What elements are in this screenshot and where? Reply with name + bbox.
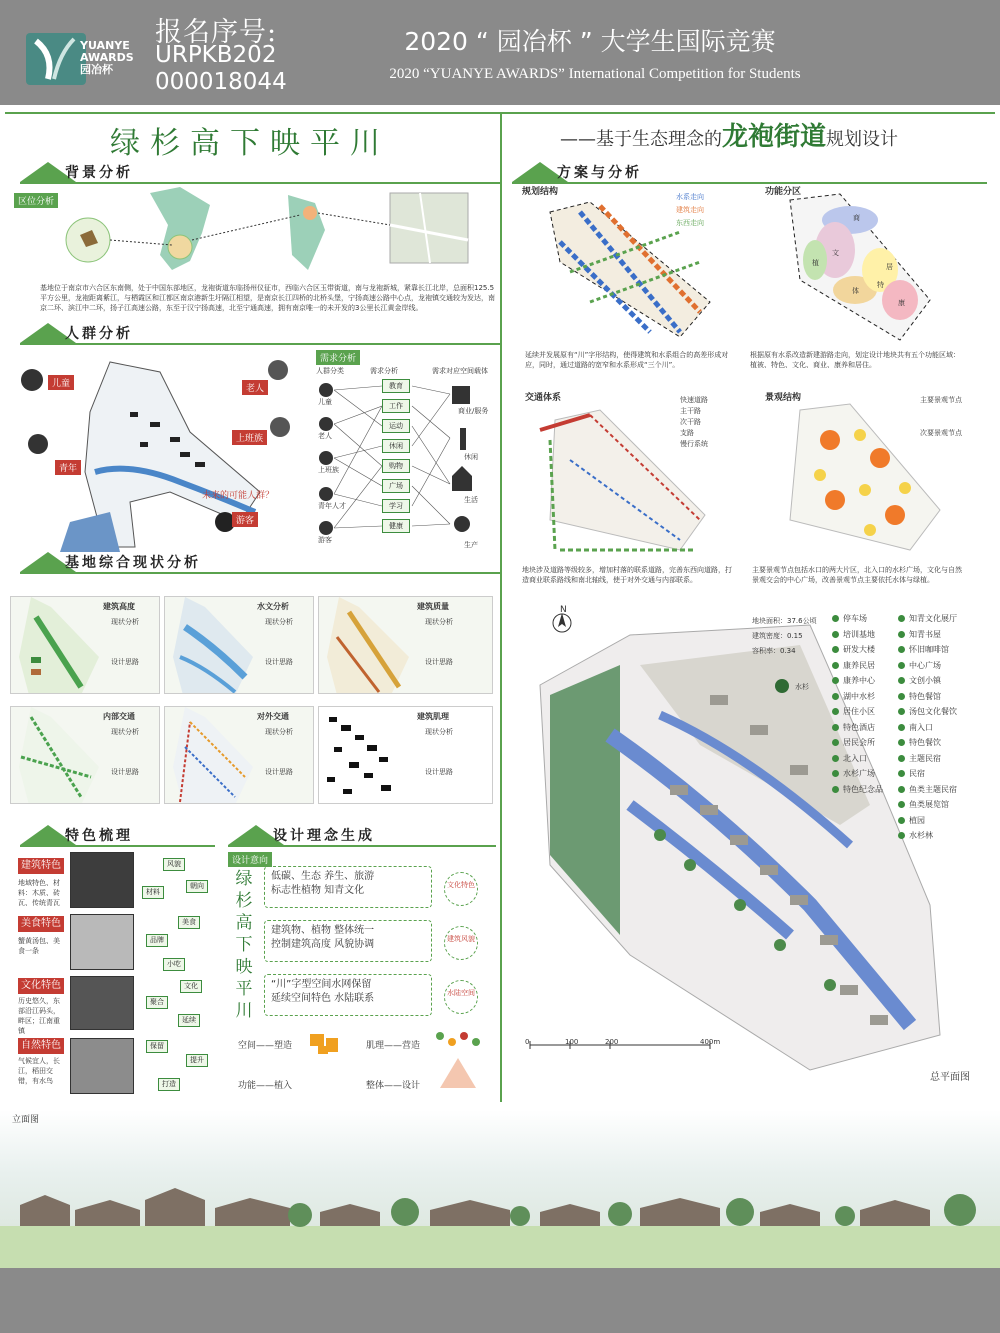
space-shape-icon <box>300 1028 360 1058</box>
legend-item <box>898 660 941 671</box>
feature-photo-culture <box>70 976 134 1030</box>
legend-item <box>898 753 941 764</box>
masterplan-caption: 总平面图 <box>930 1072 970 1083</box>
landscape-legend-1: 次要景观节点 <box>920 429 962 437</box>
space-3: 生产 <box>464 541 478 549</box>
building-density: 建筑密度：0.15 <box>752 632 803 640</box>
legend-item <box>898 784 957 795</box>
label-worker: 上班族 <box>232 430 267 445</box>
legend-label: 居民会所 <box>843 738 875 747</box>
subtitle-prefix: ——基于 <box>560 129 632 150</box>
space-0: 商业/服务 <box>458 407 489 415</box>
need-0: 教育 <box>382 379 410 393</box>
landscape-legend-0: 主要景观节点 <box>920 396 962 404</box>
subtitle-suffix: 规划设计 <box>826 129 899 150</box>
site-panel-texture <box>318 706 493 804</box>
legend-dot-icon <box>898 755 905 762</box>
logo-line2: AWARDS <box>80 51 134 64</box>
people-2: 上班族 <box>318 466 339 474</box>
legend-dot-icon <box>832 615 839 622</box>
feature-tag-architecture: 建筑特色 <box>18 858 64 874</box>
section-divider <box>512 182 987 184</box>
feature-tag-culture: 文化特色 <box>18 978 64 994</box>
feature-chip: 提升 <box>186 1054 208 1067</box>
youth-icon <box>28 434 48 454</box>
label-tourist: 游客 <box>232 512 258 527</box>
legend-label: 水杉林 <box>909 831 933 840</box>
space-2: 生活 <box>464 496 478 504</box>
poster-main-title: 绿杉高下映平川 <box>110 126 390 161</box>
legend-dot-icon <box>832 724 839 731</box>
concept-box-eco <box>264 866 432 908</box>
col-space: 需求对应空间载体 <box>432 367 488 375</box>
legend-item <box>898 799 949 810</box>
logo-line1: YUANYE <box>80 39 130 52</box>
section-concept-title: 设计理念生成 <box>273 828 375 844</box>
site-panel-external-traffic <box>164 706 314 804</box>
zone-label: 居 <box>886 263 893 271</box>
zone-label: 体 <box>852 287 859 295</box>
feature-chip: 风貌 <box>163 858 185 871</box>
section-divider <box>20 343 500 345</box>
legend-label: 特色餐饮 <box>909 738 941 747</box>
traffic-title: 交通体系 <box>525 393 562 403</box>
legend-label: 民宿 <box>909 769 925 778</box>
demand-tag: 需求分析 <box>316 350 360 365</box>
section-background-title: 背景分析 <box>65 165 133 181</box>
legend-dot-icon <box>832 646 839 653</box>
people-3: 青年人才 <box>318 502 346 510</box>
legend-label: 怀旧咖啡馆 <box>909 645 949 654</box>
feature-chip: 小吃 <box>163 958 185 971</box>
legend-dot-icon <box>832 677 839 684</box>
legend-dot-icon <box>832 708 839 715</box>
site-panel-a: 现状分析 <box>425 618 453 626</box>
legend-label: 植园 <box>909 815 925 825</box>
section-divider <box>228 845 496 847</box>
legend-item <box>898 768 925 779</box>
concept-char: 绿 <box>235 869 253 889</box>
legend-dot-icon <box>898 817 905 824</box>
future-crowd-callout: 未来的可能人群？ <box>202 491 275 501</box>
legend-label: 停车场 <box>843 614 867 623</box>
legend-label: 文创小镇 <box>909 676 941 685</box>
section-divider <box>20 572 500 574</box>
label-youth: 青年 <box>55 460 81 475</box>
location-description: 基地位于南京市六合区东南侧，处于中国东部地区，龙袍街道东临扬州仪征市，西临六合区玉带街道，南与龙袍新城，紧靠长江北岸，总面积125.5平方公里，龙袍距离紫江，与栖霞区和江都区南京港新生圩隔江相望，是南京长江四桥的北桥头堡，宁扬高速公路中心点，龙袍镇交通较为发达，南京二环、滨江中二环，扬子江高速公路，东至于汉宁扬高速，北至宁通高速，拥有南京唯一的未开发的3公里长江黄金岸线。 <box>40 284 495 312</box>
traffic-legend-4: 慢行系统 <box>680 440 708 448</box>
section-concept <box>228 825 498 853</box>
structure-text: 延续并发展原有“川”字形结构，使得建筑和水系组合的高差形成对应，同时，通过道路的宽窄和水系形成“三个川”。 <box>525 351 729 369</box>
site-panel-a: 现状分析 <box>111 728 139 736</box>
legend-label: 特色酒店 <box>843 722 875 732</box>
elevation-drawing <box>0 1160 1000 1268</box>
concept-box-line: 标志性植物 知青文化 <box>271 885 365 896</box>
legend-item <box>898 675 941 686</box>
registration-number <box>155 42 287 96</box>
concept-char: 平 <box>235 979 253 999</box>
feature-photo-nature <box>70 1038 134 1094</box>
site-panel-title: 对外交通 <box>257 712 289 721</box>
legend-label: 汤包文化餐饮 <box>909 707 957 716</box>
legend-item <box>832 737 875 748</box>
section-scheme <box>512 162 992 190</box>
need-7: 健康 <box>382 519 410 533</box>
competition-title-en: 2020 “YUANYE AWARDS” International Competition for Students <box>389 66 801 82</box>
scale-2: 200 <box>605 1038 619 1046</box>
landscape-title: 景观结构 <box>765 393 802 403</box>
registration-number-line1: URPKB202 <box>155 42 277 68</box>
structure-title: 规划结构 <box>522 187 559 197</box>
site-panel-b: 设计思路 <box>425 658 453 666</box>
floor-area-ratio: 容积率：0.34 <box>752 647 796 655</box>
zone-label: 植 <box>812 259 819 267</box>
legend-label: 水杉广场 <box>843 769 875 778</box>
traffic-legend-0: 快速道路 <box>680 396 708 404</box>
site-panel-b: 设计思路 <box>265 768 293 776</box>
legend-label: 康养中心 <box>843 676 875 685</box>
logo-line3: 园冶杯 <box>80 63 113 76</box>
need-6: 学习 <box>382 499 410 513</box>
section-divider <box>20 182 500 184</box>
zone-label: 特 <box>877 281 884 289</box>
site-area: 地块面积：37.6公顷 <box>752 617 817 625</box>
legend-dot-icon <box>898 693 905 700</box>
zones-map <box>780 190 940 350</box>
legend-item <box>898 815 925 826</box>
site-panel-a: 现状分析 <box>265 728 293 736</box>
label-elder: 老人 <box>242 380 268 395</box>
legend-dot-icon <box>898 739 905 746</box>
location-maps <box>60 185 480 275</box>
concept-box-line: 控制建筑高度 风貌协调 <box>271 939 375 950</box>
scale-1: 100 <box>565 1038 579 1046</box>
legend-label: 北入口 <box>843 753 867 763</box>
site-panel-hydrology <box>164 596 314 694</box>
traffic-legend-3: 支路 <box>680 429 694 437</box>
legend-item <box>832 660 875 671</box>
space-1: 休闲 <box>464 453 478 461</box>
competition-title-cn: 2020 “ 园冶杯 ” 大学生国际竞赛 <box>404 27 776 56</box>
feature-chip: 文化 <box>180 980 202 993</box>
site-panel-a: 现状分析 <box>425 728 453 736</box>
north-label: N <box>560 605 567 615</box>
legend-item <box>832 706 875 717</box>
need-3: 休闲 <box>382 439 410 453</box>
subtitle-mid: 的 <box>704 129 722 150</box>
legend-label: 研发大楼 <box>843 645 875 654</box>
section-scheme-title: 方案与分析 <box>557 165 642 181</box>
section-feature-title: 特色梳理 <box>65 828 133 844</box>
legend-label: 知青文化展厅 <box>909 614 957 623</box>
feature-tag-nature: 自然特色 <box>18 1038 64 1054</box>
legend-label: 培训基地 <box>843 629 875 639</box>
structure-legend-0: 水系走向 <box>676 193 704 201</box>
traffic-legend-1: 主干路 <box>680 407 701 415</box>
site-panel-internal-traffic <box>10 706 160 804</box>
people-4: 游客 <box>318 536 332 544</box>
legend-item <box>898 722 933 733</box>
legend-label: 知青书屋 <box>909 629 941 639</box>
feature-chip: 品牌 <box>146 934 168 947</box>
registration-number-line2: 000018044 <box>155 69 287 95</box>
legend-dot-icon <box>898 646 905 653</box>
legend-label: 鱼类展览馆 <box>909 800 949 809</box>
legend-dot-icon <box>832 786 839 793</box>
feature-photo-food <box>70 914 134 970</box>
feature-photo-architecture <box>70 852 134 908</box>
legend-label: 中心广场 <box>909 660 941 670</box>
legend-item <box>832 644 875 655</box>
section-crowd-title: 人群分析 <box>65 326 133 342</box>
registration-title: 报名序号: <box>155 17 278 48</box>
concept-vertical-text <box>234 868 254 1022</box>
concept-box-line: “川”字型空间水网保留 <box>271 979 372 990</box>
legend-item <box>898 629 941 640</box>
legend-dot-icon <box>898 832 905 839</box>
concept-bottom-2: 功能——植入 <box>238 1081 293 1091</box>
legend-dot-icon <box>832 693 839 700</box>
legend-item <box>832 613 867 624</box>
feature-chip: 美食 <box>178 916 200 929</box>
service-icon <box>452 386 470 404</box>
section-site-title: 基地综合现状分析 <box>65 555 201 571</box>
col-need: 需求分析 <box>370 367 398 375</box>
legend-item <box>898 613 957 624</box>
site-panel-b: 设计思路 <box>111 658 139 666</box>
legend-item <box>832 768 875 779</box>
site-panel-title: 建筑高度 <box>103 602 135 611</box>
footer-bar <box>0 1268 1000 1333</box>
legend-dot-icon <box>832 770 839 777</box>
concept-box-line: 低碳、生态 养生、旅游 <box>271 871 375 882</box>
site-panel-title: 内部交通 <box>103 712 135 721</box>
site-panel-b: 设计思路 <box>111 768 139 776</box>
feature-chip: 聚合 <box>146 996 168 1009</box>
legend-item <box>832 753 867 764</box>
concept-char: 杉 <box>235 891 253 911</box>
people-icon <box>319 383 333 397</box>
legend-label: 南入口 <box>909 722 933 732</box>
structure-legend-2: 东西走向 <box>676 219 704 227</box>
legend-dot-icon <box>898 677 905 684</box>
elevation-label: 立面图 <box>12 1115 40 1125</box>
zone-label: 康 <box>898 299 905 307</box>
section-site <box>20 552 500 580</box>
section-crowd <box>20 323 500 351</box>
legend-label: 主题民宿 <box>909 753 941 763</box>
need-1: 工作 <box>382 399 410 413</box>
legend-item <box>898 691 941 702</box>
location-tag: 区位分析 <box>14 193 58 208</box>
concept-char: 高 <box>235 913 253 933</box>
legend-label: 特色纪念品 <box>843 784 883 794</box>
legend-item <box>898 830 933 841</box>
legend-dot-icon <box>832 739 839 746</box>
elder-icon <box>268 360 288 380</box>
concept-char: 下 <box>235 935 253 955</box>
legend-dot-icon <box>898 708 905 715</box>
site-panel-building-quality <box>318 596 493 694</box>
feature-desc-culture: 历史悠久，东部沿江码头，畔区；江南重镇 <box>18 997 60 1035</box>
logo-text <box>80 40 134 76</box>
traffic-legend-2: 次干路 <box>680 418 701 426</box>
concept-circle-water: 水陆空间 <box>444 980 478 1014</box>
subtitle-street: 龙袍街道 <box>722 122 827 152</box>
structure-legend-1: 建筑走向 <box>676 206 704 214</box>
child-icon <box>21 369 43 391</box>
feature-desc-nature: 气候宜人，长江，稻田交错，有水鸟 <box>18 1057 60 1085</box>
site-panel-title: 建筑质量 <box>417 602 449 611</box>
concept-char: 映 <box>235 957 253 977</box>
feature-chip: 材料 <box>142 886 164 899</box>
col-people: 人群分类 <box>316 367 344 375</box>
legend-dot-icon <box>832 662 839 669</box>
people-1: 老人 <box>318 432 332 440</box>
legend-item <box>832 691 875 702</box>
concept-box-line: 延续空间特色 水陆联系 <box>271 993 375 1004</box>
legend-label: 湖中水杉 <box>843 691 875 701</box>
tree-legend: 水杉 <box>795 683 809 691</box>
feature-chip: 打造 <box>158 1078 180 1091</box>
feature-chip: 延续 <box>178 1014 200 1027</box>
legend-item <box>898 706 957 717</box>
legend-dot-icon <box>898 786 905 793</box>
zones-text: 根据原有水系改造新建游路走向，划定设计地块共有五个功能区域：植被、特色、文化、商业、康养和居住。 <box>750 351 960 369</box>
legend-label: 鱼类主题民宿 <box>909 784 957 794</box>
legend-label: 特色餐馆 <box>909 691 941 701</box>
concept-bottom-0: 空间——塑造 <box>238 1041 293 1051</box>
legend-dot-icon <box>898 631 905 638</box>
need-5: 广场 <box>382 479 410 493</box>
master-plan <box>510 605 950 1080</box>
concept-tag: 设计意向 <box>228 852 272 867</box>
label-child: 儿童 <box>48 375 74 390</box>
legend-dot-icon <box>898 724 905 731</box>
feature-chip: 朝向 <box>186 880 208 893</box>
site-panel-b: 设计思路 <box>425 768 453 776</box>
zone-label: 商 <box>853 214 860 222</box>
legend-item <box>832 675 875 686</box>
site-panel-a: 现状分析 <box>111 618 139 626</box>
legend-label: 康养民居 <box>843 660 875 670</box>
landscape-map <box>780 400 950 560</box>
legend-item <box>832 629 875 640</box>
yuanye-logo <box>26 33 86 85</box>
site-panel-b: 设计思路 <box>265 658 293 666</box>
traffic-text: 地块涉及道路等级较多，增加村落的联系道路，完善东西向道路，打造商业联系路线和南北轴线，使于对外交通与内部联系。 <box>522 566 732 584</box>
concept-box-building <box>264 920 432 962</box>
feature-tag-food: 美食特色 <box>18 916 64 932</box>
need-4: 购物 <box>382 459 410 473</box>
logo-mark-icon <box>26 33 86 85</box>
need-2: 运动 <box>382 419 410 433</box>
concept-char: 川 <box>235 1001 253 1021</box>
section-divider <box>20 845 215 847</box>
legend-item <box>898 737 941 748</box>
concept-box-line: 建筑物、植物 整体统一 <box>271 925 375 936</box>
legend-dot-icon <box>898 770 905 777</box>
legend-item <box>832 722 875 733</box>
legend-dot-icon <box>832 631 839 638</box>
legend-item <box>898 644 949 655</box>
legend-dot-icon <box>898 801 905 808</box>
legend-item <box>832 784 883 795</box>
scale-3: 400m <box>700 1038 721 1046</box>
people-0: 儿童 <box>318 398 332 406</box>
concept-bottom-1: 肌理——营造 <box>366 1041 421 1051</box>
scale-0: 0 <box>525 1038 530 1046</box>
concept-bottom-3: 整体——设计 <box>366 1081 421 1091</box>
legend-dot-icon <box>832 755 839 762</box>
worker-icon <box>270 417 290 437</box>
legend-dot-icon <box>898 662 905 669</box>
subtitle-eco: 生态理念 <box>632 129 704 150</box>
tree-legend-icon <box>775 679 789 693</box>
landscape-text: 主要景观节点包括水口的两大片区，北入口的水杉广场，文化与自然景观交会的中心广场，改善景观节点主要依托水体与绿植。 <box>752 566 962 584</box>
site-panel-title: 水文分析 <box>257 602 289 611</box>
feature-desc-architecture: 地域特色、材料：木质、砖瓦、传统青瓦 <box>18 879 60 907</box>
concept-circle-building: 建筑风貌 <box>444 926 478 960</box>
zone-label: 文 <box>832 249 839 257</box>
legend-dot-icon <box>898 615 905 622</box>
section-feature <box>20 825 220 853</box>
concept-box-space <box>264 974 432 1016</box>
poster-subtitle <box>560 116 898 153</box>
feature-chip: 保留 <box>146 1040 168 1053</box>
site-panel-building-height <box>10 596 160 694</box>
concept-circle-culture: 文化特色 <box>444 872 478 906</box>
texture-dots-icon <box>430 1028 490 1098</box>
zones-title: 功能分区 <box>765 187 802 197</box>
legend-label: 居住小区 <box>843 707 875 716</box>
site-panel-title: 建筑肌理 <box>417 712 449 721</box>
site-panel-a: 现状分析 <box>265 618 293 626</box>
feature-desc-food: 蟹黄汤包、美食一条 <box>18 937 60 955</box>
